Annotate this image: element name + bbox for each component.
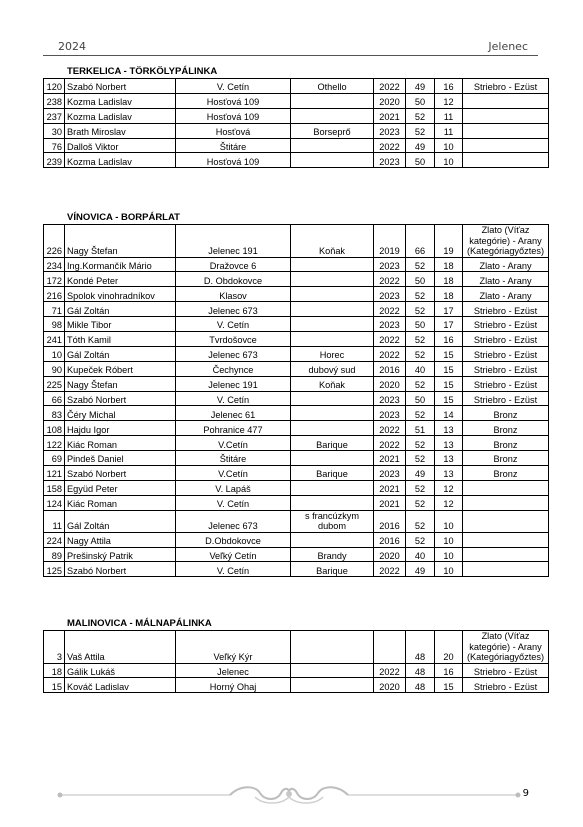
entrant-place: V. Cetín <box>176 562 291 577</box>
score-points: 12 <box>435 495 463 510</box>
score-points: 16 <box>435 79 463 94</box>
entrant-name: Mikle Tibor <box>65 317 176 332</box>
award-medal: Zlato (Víťaz kategórie) - Arany (Kategóriagyőztes) <box>463 225 549 258</box>
vintage-year: 2019 <box>374 225 406 258</box>
entry-number: 121 <box>44 465 65 480</box>
alcohol-percent: 50 <box>406 272 435 287</box>
table-row <box>44 547 549 562</box>
entrant-place: Pohranice 477 <box>176 421 291 436</box>
award-medal: Bronz <box>463 451 549 466</box>
entrant-name: Kozma Ladislav <box>65 108 176 123</box>
entrant-place: V.Cetín <box>176 436 291 451</box>
product-note: Othello <box>291 79 374 94</box>
entrant-name: Szabó Norbert <box>65 79 176 94</box>
entrant-name: Kupeček Róbert <box>65 361 176 376</box>
table-row <box>44 421 549 436</box>
product-note <box>291 138 374 153</box>
award-medal: Zlato - Arany <box>463 287 549 302</box>
score-points: 15 <box>435 376 463 391</box>
score-points: 13 <box>435 451 463 466</box>
award-medal <box>463 93 549 108</box>
entrant-name: Gálik Lukáš <box>65 663 176 678</box>
product-note: Koňak <box>291 225 374 258</box>
vintage-year: 2022 <box>374 346 406 361</box>
alcohol-percent: 52 <box>406 510 435 532</box>
table-row <box>44 257 549 272</box>
entrant-name: Kiác Roman <box>65 436 176 451</box>
entrant-place: Hosťová 109 <box>176 108 291 123</box>
table-row <box>44 331 549 346</box>
alcohol-percent: 52 <box>406 346 435 361</box>
alcohol-percent: 49 <box>406 79 435 94</box>
alcohol-percent: 52 <box>406 495 435 510</box>
results-table <box>43 630 549 693</box>
product-note <box>291 421 374 436</box>
entrant-name: Kiác Roman <box>65 495 176 510</box>
alcohol-percent: 52 <box>406 406 435 421</box>
entry-number: 18 <box>44 663 65 678</box>
award-medal: Bronz <box>463 436 549 451</box>
score-points: 18 <box>435 272 463 287</box>
alcohol-percent: 51 <box>406 421 435 436</box>
entrant-place: Veľký Cetín <box>176 547 291 562</box>
score-points: 10 <box>435 510 463 532</box>
entrant-name: Čéry Michal <box>65 406 176 421</box>
entrant-place: Dražovce 6 <box>176 257 291 272</box>
entrant-name: Ing.Kormančík Mário <box>65 257 176 272</box>
table-row <box>44 138 549 153</box>
table-row <box>44 123 549 138</box>
entrant-place: V. Cetín <box>176 495 291 510</box>
entrant-name: Dalloš Viktor <box>65 138 176 153</box>
award-medal: Bronz <box>463 406 549 421</box>
award-medal: Zlato - Arany <box>463 257 549 272</box>
entry-number: 76 <box>44 138 65 153</box>
entrant-name: Kováč Ladislav <box>65 678 176 693</box>
table-row <box>44 225 549 258</box>
alcohol-percent: 50 <box>406 391 435 406</box>
award-medal: Striebro - Ezüst <box>463 376 549 391</box>
entrant-name: Vaš Attila <box>65 631 176 664</box>
table-row <box>44 317 549 332</box>
table-row <box>44 302 549 317</box>
table-row <box>44 663 549 678</box>
award-medal: Striebro - Ezüst <box>463 317 549 332</box>
award-medal: Striebro - Ezüst <box>463 331 549 346</box>
results-table <box>43 78 549 168</box>
score-points: 13 <box>435 436 463 451</box>
alcohol-percent: 52 <box>406 451 435 466</box>
entrant-name: Kondé Peter <box>65 272 176 287</box>
product-note <box>291 631 374 664</box>
entry-number: 89 <box>44 547 65 562</box>
entrant-place: Hosťová <box>176 123 291 138</box>
award-medal <box>463 153 549 168</box>
entry-number: 90 <box>44 361 65 376</box>
score-points: 16 <box>435 331 463 346</box>
alcohol-percent: 50 <box>406 93 435 108</box>
award-medal: Striebro - Ezüst <box>463 391 549 406</box>
vintage-year: 2022 <box>374 272 406 287</box>
product-note <box>291 257 374 272</box>
header-year: 2024 <box>58 40 86 53</box>
award-medal: Bronz <box>463 421 549 436</box>
table-row <box>44 108 549 123</box>
product-note <box>291 532 374 547</box>
award-medal: Striebro - Ezüst <box>463 678 549 693</box>
entrant-place: D.Obdokovce <box>176 532 291 547</box>
score-points: 17 <box>435 302 463 317</box>
award-medal <box>463 138 549 153</box>
entrant-place: Štitáre <box>176 138 291 153</box>
entrant-place: Klasov <box>176 287 291 302</box>
score-points: 19 <box>435 225 463 258</box>
entrant-place: Hosťová 109 <box>176 93 291 108</box>
entrant-name: Szabó Norbert <box>65 562 176 577</box>
product-note: dubový sud <box>291 361 374 376</box>
product-note <box>291 391 374 406</box>
product-note: s francúzkym dubom <box>291 510 374 532</box>
table-row <box>44 532 549 547</box>
alcohol-percent: 49 <box>406 138 435 153</box>
alcohol-percent: 40 <box>406 547 435 562</box>
vintage-year: 2023 <box>374 287 406 302</box>
score-points: 17 <box>435 317 463 332</box>
score-points: 12 <box>435 480 463 495</box>
alcohol-percent: 66 <box>406 225 435 258</box>
award-medal <box>463 510 549 532</box>
alcohol-percent: 52 <box>406 287 435 302</box>
vintage-year: 2022 <box>374 562 406 577</box>
alcohol-percent: 48 <box>406 631 435 664</box>
table-row <box>44 361 549 376</box>
product-note <box>291 153 374 168</box>
table-row <box>44 495 549 510</box>
entrant-place: Horný Ohaj <box>176 678 291 693</box>
entrant-place: V. Lapáš <box>176 480 291 495</box>
entry-number: 224 <box>44 532 65 547</box>
product-note: Barique <box>291 436 374 451</box>
entrant-name: Nagy Attila <box>65 532 176 547</box>
section-malinovica <box>43 618 548 693</box>
entry-number: 241 <box>44 331 65 346</box>
entrant-name: Tóth Kamil <box>65 331 176 346</box>
section-title: MALINOVICA - MÁLNAPÁLINKA <box>67 618 212 629</box>
entry-number: 98 <box>44 317 65 332</box>
entrant-name: Gál Zoltán <box>65 302 176 317</box>
score-points: 11 <box>435 123 463 138</box>
entry-number: 83 <box>44 406 65 421</box>
vintage-year: 2022 <box>374 138 406 153</box>
entry-number: 239 <box>44 153 65 168</box>
entrant-place: Jelenec 673 <box>176 302 291 317</box>
entrant-name: Gál Zoltán <box>65 346 176 361</box>
score-points: 10 <box>435 547 463 562</box>
award-medal: Striebro - Ezüst <box>463 346 549 361</box>
alcohol-percent: 52 <box>406 532 435 547</box>
table-row <box>44 346 549 361</box>
vintage-year: 2021 <box>374 495 406 510</box>
vintage-year: 2022 <box>374 436 406 451</box>
alcohol-percent: 52 <box>406 123 435 138</box>
vintage-year: 2020 <box>374 376 406 391</box>
score-points: 12 <box>435 93 463 108</box>
entry-number: 71 <box>44 302 65 317</box>
entrant-place: Jelenec 673 <box>176 346 291 361</box>
award-medal <box>463 562 549 577</box>
entrant-name: Gál Zoltán <box>65 510 176 532</box>
alcohol-percent: 49 <box>406 465 435 480</box>
score-points: 13 <box>435 421 463 436</box>
entry-number: 122 <box>44 436 65 451</box>
entrant-name: Szabó Norbert <box>65 465 176 480</box>
award-medal <box>463 495 549 510</box>
vintage-year: 2023 <box>374 465 406 480</box>
scroll-ornament-icon <box>55 783 523 807</box>
entry-number: 234 <box>44 257 65 272</box>
entrant-place: Hosťová 109 <box>176 153 291 168</box>
table-row <box>44 93 549 108</box>
entrant-place: Veľký Kýr <box>176 631 291 664</box>
product-note <box>291 287 374 302</box>
alcohol-percent: 52 <box>406 376 435 391</box>
vintage-year: 2022 <box>374 331 406 346</box>
award-medal <box>463 108 549 123</box>
entry-number: 120 <box>44 79 65 94</box>
results-table <box>43 224 549 577</box>
table-row <box>44 406 549 421</box>
alcohol-percent: 49 <box>406 562 435 577</box>
entrant-name: Spolok vinohradníkov <box>65 287 176 302</box>
score-points: 10 <box>435 138 463 153</box>
product-note <box>291 406 374 421</box>
entrant-name: Nagy Štefan <box>65 225 176 258</box>
table-row <box>44 451 549 466</box>
vintage-year: 2022 <box>374 421 406 436</box>
vintage-year: 2023 <box>374 123 406 138</box>
entrant-name: Szabó Norbert <box>65 391 176 406</box>
table-row <box>44 153 549 168</box>
entrant-name: Brath Miroslav <box>65 123 176 138</box>
vintage-year: 2021 <box>374 451 406 466</box>
product-note <box>291 108 374 123</box>
vintage-year: 2016 <box>374 532 406 547</box>
score-points: 15 <box>435 678 463 693</box>
product-note <box>291 480 374 495</box>
alcohol-percent: 52 <box>406 480 435 495</box>
section-vinovica <box>43 212 548 577</box>
vintage-year: 2022 <box>374 302 406 317</box>
table-row <box>44 391 549 406</box>
vintage-year: 2021 <box>374 108 406 123</box>
entry-number: 30 <box>44 123 65 138</box>
table-row <box>44 272 549 287</box>
table-row <box>44 465 549 480</box>
table-row <box>44 79 549 94</box>
vintage-year: 2023 <box>374 391 406 406</box>
alcohol-percent: 52 <box>406 257 435 272</box>
entrant-place: D. Obdokovce <box>176 272 291 287</box>
entry-number: 3 <box>44 631 65 664</box>
product-note: Horec <box>291 346 374 361</box>
score-points: 15 <box>435 391 463 406</box>
entrant-place: Jelenec 61 <box>176 406 291 421</box>
table-row <box>44 480 549 495</box>
entry-number: 158 <box>44 480 65 495</box>
entrant-name: Nagy Štefan <box>65 376 176 391</box>
section-title: VÍNOVICA - BORPÁRLAT <box>67 212 180 223</box>
score-points: 10 <box>435 153 463 168</box>
entry-number: 216 <box>44 287 65 302</box>
alcohol-percent: 40 <box>406 361 435 376</box>
award-medal: Zlato - Arany <box>463 272 549 287</box>
vintage-year: 2020 <box>374 547 406 562</box>
score-points: 18 <box>435 257 463 272</box>
section-terkelica <box>43 66 548 168</box>
award-medal: Striebro - Ezüst <box>463 663 549 678</box>
vintage-year: 2016 <box>374 361 406 376</box>
alcohol-percent: 52 <box>406 302 435 317</box>
product-note <box>291 272 374 287</box>
award-medal <box>463 480 549 495</box>
award-medal: Zlato (Víťaz kategórie) - Arany (Kategóriagyőztes) <box>463 631 549 664</box>
product-note <box>291 302 374 317</box>
table-row <box>44 678 549 693</box>
award-medal <box>463 123 549 138</box>
table-row <box>44 510 549 532</box>
vintage-year: 2022 <box>374 663 406 678</box>
score-points: 16 <box>435 663 463 678</box>
entrant-place: Jelenec 191 <box>176 225 291 258</box>
entrant-place: V. Cetín <box>176 79 291 94</box>
product-note <box>291 93 374 108</box>
alcohol-percent: 52 <box>406 108 435 123</box>
entry-number: 226 <box>44 225 65 258</box>
product-note <box>291 331 374 346</box>
alcohol-percent: 52 <box>406 436 435 451</box>
entry-number: 69 <box>44 451 65 466</box>
table-row <box>44 376 549 391</box>
entrant-place: V.Cetín <box>176 465 291 480</box>
product-note <box>291 495 374 510</box>
score-points: 15 <box>435 346 463 361</box>
entry-number: 237 <box>44 108 65 123</box>
score-points: 15 <box>435 361 463 376</box>
product-note: Koňak <box>291 376 374 391</box>
entry-number: 15 <box>44 678 65 693</box>
entrant-name: Prešinský Patrik <box>65 547 176 562</box>
table-row <box>44 562 549 577</box>
section-title: TERKELICA - TÖRKÖLYPÁLINKA <box>67 66 218 77</box>
entrant-name: Pindeš Daniel <box>65 451 176 466</box>
award-medal: Bronz <box>463 465 549 480</box>
page-number: 9 <box>522 788 529 799</box>
product-note <box>291 663 374 678</box>
score-points: 18 <box>435 287 463 302</box>
score-points: 11 <box>435 108 463 123</box>
alcohol-percent: 52 <box>406 331 435 346</box>
entrant-place: Čechynce <box>176 361 291 376</box>
vintage-year: 2023 <box>374 153 406 168</box>
entry-number: 172 <box>44 272 65 287</box>
vintage-year: 2023 <box>374 406 406 421</box>
product-note <box>291 451 374 466</box>
vintage-year: 2016 <box>374 510 406 532</box>
table-row <box>44 436 549 451</box>
award-medal: Striebro - Ezüst <box>463 302 549 317</box>
header-divider <box>43 55 538 56</box>
table-row <box>44 631 549 664</box>
score-points: 10 <box>435 562 463 577</box>
vintage-year <box>374 631 406 664</box>
product-note: Barique <box>291 562 374 577</box>
entrant-place: Jelenec 673 <box>176 510 291 532</box>
product-note: Brandy <box>291 547 374 562</box>
entrant-place: V. Cetín <box>176 317 291 332</box>
alcohol-percent: 50 <box>406 317 435 332</box>
entrant-place: Tvrdošovce <box>176 331 291 346</box>
product-note: Borseprő <box>291 123 374 138</box>
score-points: 20 <box>435 631 463 664</box>
entry-number: 125 <box>44 562 65 577</box>
score-points: 13 <box>435 465 463 480</box>
entry-number: 108 <box>44 421 65 436</box>
entry-number: 124 <box>44 495 65 510</box>
header-place: Jelenec <box>488 40 528 53</box>
product-note <box>291 678 374 693</box>
vintage-year: 2020 <box>374 678 406 693</box>
entry-number: 10 <box>44 346 65 361</box>
product-note <box>291 317 374 332</box>
entrant-name: Együd Peter <box>65 480 176 495</box>
entrant-place: Jelenec 191 <box>176 376 291 391</box>
entrant-name: Hajdu Igor <box>65 421 176 436</box>
award-medal: Striebro - Ezüst <box>463 361 549 376</box>
alcohol-percent: 50 <box>406 153 435 168</box>
score-points: 10 <box>435 532 463 547</box>
score-points: 14 <box>435 406 463 421</box>
entry-number: 11 <box>44 510 65 532</box>
award-medal <box>463 532 549 547</box>
vintage-year: 2022 <box>374 79 406 94</box>
vintage-year: 2021 <box>374 480 406 495</box>
vintage-year: 2023 <box>374 257 406 272</box>
entry-number: 238 <box>44 93 65 108</box>
product-note: Barique <box>291 465 374 480</box>
entrant-place: V. Cetín <box>176 391 291 406</box>
award-medal <box>463 547 549 562</box>
vintage-year: 2020 <box>374 93 406 108</box>
vintage-year: 2023 <box>374 317 406 332</box>
entrant-name: Kozma Ladislav <box>65 153 176 168</box>
award-medal: Striebro - Ezüst <box>463 79 549 94</box>
entrant-place: Štitáre <box>176 451 291 466</box>
entrant-place: Jelenec <box>176 663 291 678</box>
alcohol-percent: 48 <box>406 663 435 678</box>
entrant-name: Kozma Ladislav <box>65 93 176 108</box>
alcohol-percent: 48 <box>406 678 435 693</box>
table-row <box>44 287 549 302</box>
entry-number: 66 <box>44 391 65 406</box>
entry-number: 225 <box>44 376 65 391</box>
